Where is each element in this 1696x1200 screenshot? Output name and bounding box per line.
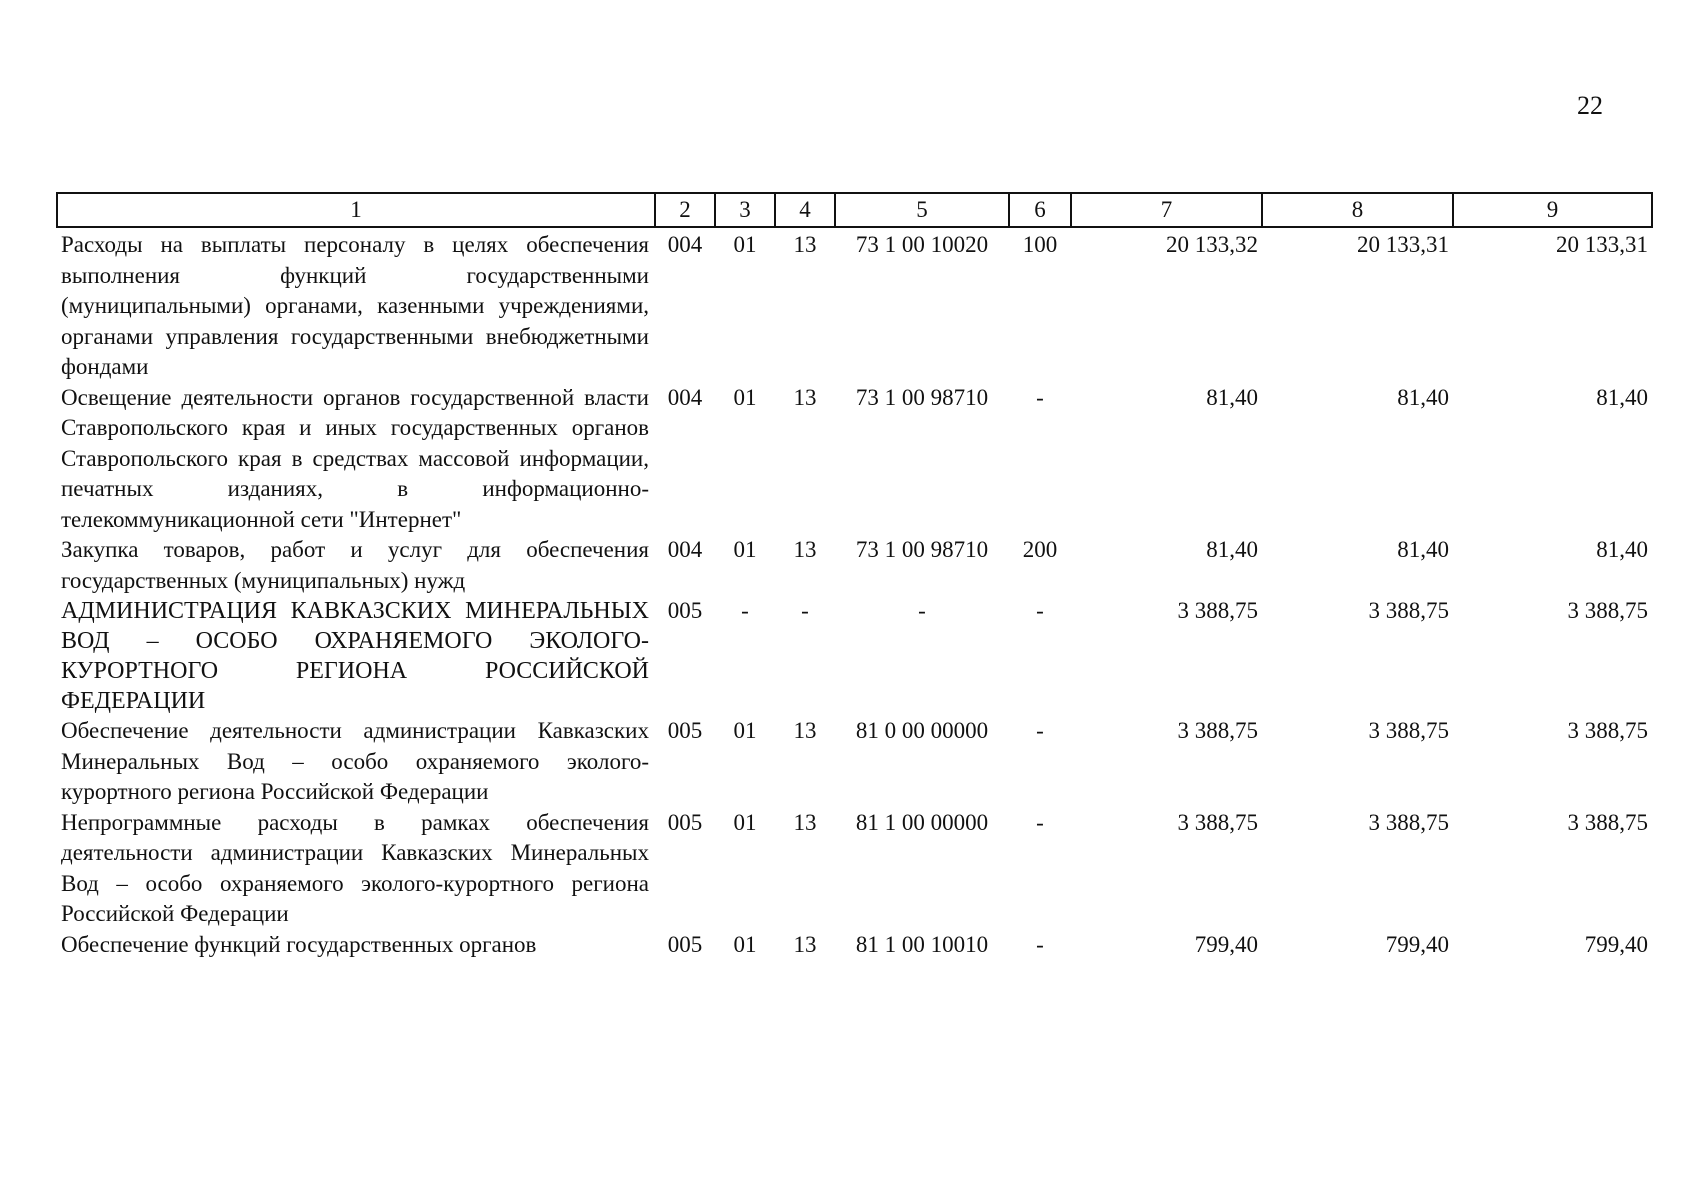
table-row [57,383,1652,536]
table-row [57,930,1652,961]
amount-col-8: 3 388,75 [1368,718,1449,743]
amount-col-8: 20 133,31 [1357,232,1449,257]
amount-col-7: 3 388,75 [1177,809,1258,835]
amount-col-8: 81,40 [1397,384,1449,410]
subsection-code: 13 [793,232,817,257]
expense-name: АДМИНИСТРАЦИЯ КАВКАЗСКИХ МИНЕРАЛЬНЫХ ВОД – ОСОБО ОХРАНЯЕМОГО ЭКОЛОГО-КУРОРТНОГО РЕГИОНА РОССИЙСКОЙ ФЕДЕРАЦИИ [61,598,649,714]
subsection-code: 13 [793,384,817,410]
table-row [57,716,1652,808]
amount-col-9: 3 388,75 [1567,809,1648,835]
column-header: 8 [1262,193,1453,227]
ministry-code: 005 [667,598,703,623]
expense-name: Обеспечение деятельности администрации Кавказских Минеральных Вод – особо охраняемого эколого-курортного региона Российской Федерации [61,718,649,804]
subsection-code: 13 [793,809,817,835]
target-article-code: 73 1 00 98710 [855,537,989,562]
table-row [57,535,1652,596]
section-code: 01 [733,384,757,410]
ministry-code: 005 [667,809,703,835]
budget-table [56,192,1653,960]
subsection-code: 13 [793,931,817,957]
expense-name: Расходы на выплаты персоналу в целях обеспечения выполнения функций государственными (муниципальными) органами, казенными учреждениями, органами управления государственными внебюджетными фондами [61,232,649,379]
amount-col-8: 3 388,75 [1368,598,1449,623]
ministry-code: 004 [667,232,703,257]
column-header: 3 [715,193,775,227]
amount-col-8: 81,40 [1397,537,1449,562]
section-code: 01 [733,809,757,835]
section-code: 01 [733,718,757,743]
subsection-code: 13 [793,718,817,743]
table-row [57,227,1652,383]
expense-type-code: - [1036,384,1044,410]
target-article-code: 81 1 00 10010 [855,931,989,957]
amount-col-9: 81,40 [1596,537,1648,562]
amount-col-7: 799,40 [1194,931,1258,957]
amount-col-9: 799,40 [1584,931,1648,957]
target-article-code: 81 1 00 00000 [855,809,989,835]
amount-col-8: 799,40 [1385,931,1449,957]
expense-name: Обеспечение функций государственных органов [61,931,537,957]
section-code: 01 [733,537,757,562]
table-row [57,808,1652,930]
target-article-code: 73 1 00 10020 [855,232,989,257]
amount-col-8: 3 388,75 [1368,809,1449,835]
expense-name: Закупка товаров, работ и услуг для обеспечения государственных (муниципальных) нужд [61,537,649,593]
column-header: 2 [655,193,715,227]
column-header: 1 [57,193,655,227]
amount-col-9: 3 388,75 [1567,598,1648,623]
amount-col-7: 81,40 [1206,537,1258,562]
amount-col-9: 3 388,75 [1567,718,1648,743]
ministry-code: 005 [667,931,703,957]
amount-col-7: 20 133,32 [1166,232,1258,257]
target-article-code: - [918,598,926,623]
column-header: 9 [1453,193,1652,227]
target-article-code: 81 0 00 00000 [855,718,989,743]
expense-type-code: - [1036,718,1044,743]
expense-type-code: 100 [1022,232,1058,257]
ministry-code: 005 [667,718,703,743]
column-header: 4 [775,193,835,227]
amount-col-9: 20 133,31 [1556,232,1648,257]
expense-type-code: - [1036,809,1044,835]
ministry-code: 004 [667,537,703,562]
amount-col-7: 81,40 [1206,384,1258,410]
subsection-code: - [801,598,809,623]
expense-type-code: - [1036,598,1044,623]
amount-col-9: 81,40 [1596,384,1648,410]
column-number-header-row [57,193,1652,227]
page-number: 22 [1577,91,1603,120]
expense-type-code: - [1036,931,1044,957]
ministry-code: 004 [667,384,703,410]
expense-type-code: 200 [1022,537,1058,562]
column-header: 7 [1071,193,1262,227]
expense-name: Непрограммные расходы в рамках обеспечения деятельности администрации Кавказских Минеральных Вод – особо охраняемого эколого-курортного региона Российской Федерации [61,809,649,926]
column-header: 5 [835,193,1009,227]
amount-col-7: 3 388,75 [1177,598,1258,623]
table-row [57,596,1652,716]
target-article-code: 73 1 00 98710 [855,384,989,410]
expense-name: Освещение деятельности органов государственной власти Ставропольского края и иных государственных органов Ставропольского края в средствах массовой информации, печатных изданиях, в информационно-телекоммуникационной сети "Интернет" [61,384,649,532]
section-code: 01 [733,232,757,257]
section-code: - [741,598,749,623]
section-code: 01 [733,931,757,957]
amount-col-7: 3 388,75 [1177,718,1258,743]
column-header: 6 [1009,193,1071,227]
subsection-code: 13 [793,537,817,562]
